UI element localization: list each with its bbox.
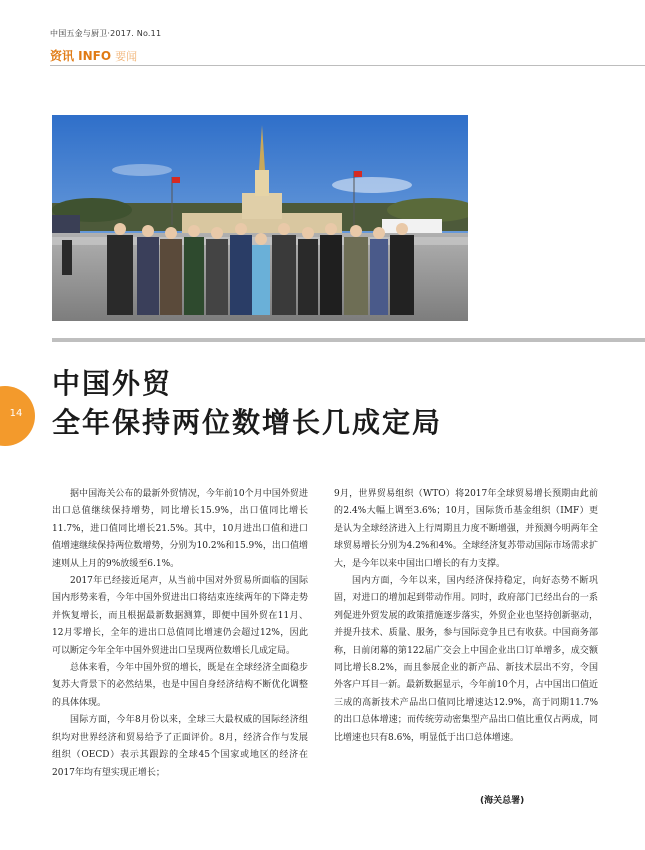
headline-line2: 全年保持两位数增长几成定局 [52, 406, 443, 439]
section-label: 资讯 INFO [50, 49, 112, 63]
paragraph: 总体来看，今年中国外贸的增长，既是在全球经济全面稳步复苏大背景下的必然结果，也是中国自身经济结构不断优化调整的具体体现。 [52, 663, 308, 708]
masthead: 中国五金与厨卫·2017. No.11 [50, 29, 162, 38]
source-credit: (海关总署) [480, 796, 525, 806]
top-rule [50, 65, 645, 66]
page-number: 14 [9, 408, 23, 419]
section-sub: 要闻 [115, 50, 138, 63]
section-header [50, 47, 137, 64]
divider-rule [52, 338, 645, 342]
headline-line1: 中国外贸 [52, 367, 173, 400]
headline [52, 365, 442, 443]
group-photo [52, 115, 468, 321]
paragraph: 国际方面，今年8月份以来，全球三大最权威的国际经济组织均对世界经济和贸易给予了正面评价。8月，经济合作与发展组织（OECD）表示其跟踪的全球45个国家或地区的经济在2017年均有望实现正增长； [52, 715, 308, 778]
paragraph: 据中国海关公布的最新外贸情况，今年前10个月中国外贸进出口总值继续保持增势，同比增长15.9%，出口值同比增长11.7%，进口值同比增长21.5%。其中，10月进出口值和进口值增速继续保持两位数增势，分别为10.2%和15.9%，出口值增速则从上月的9%放缓至6.1%。 [52, 489, 308, 569]
body-column-right [334, 486, 598, 747]
body-column-left [52, 486, 308, 782]
paragraph-continued: 9月，世界贸易组织（WTO）将2017年全球贸易增长预期由此前的2.4%大幅上调至3.6%；10月，国际货币基金组织（IMF）更是认为全球经济进入上行周期且力度不断增强，并预测今明两年全球贸易增长分别为4.2%和4%。全球经济复苏带动国际市场需求扩大，是今年以来中国出口增长的有力支撑。 [334, 489, 598, 569]
paragraph: 2017年已经接近尾声，从当前中国对外贸易所面临的国际国内形势来看，今年中国外贸进出口将结束连续两年的下降走势并恢复增长，而且根据最新数据测算，即便中国外贸在11月、12月零增长，全年的进出口总值同比增速仍会超过12%，因此可以断定今年全年中国外贸进出口呈现两位数增长几成定局。 [52, 576, 308, 656]
paragraph: 国内方面，今年以来，国内经济保持稳定，向好态势不断巩固，对进口的增加起到带动作用。同时，政府部门已经出台的一系列促进外贸发展的政策措施逐步落实，外贸企业也坚持创新驱动，并提升技术、质量、服务，参与国际竞争且已有收获。中国商务部称，日前闭幕的第122届广交会上中国企业出口订单增多，成交额同比增长8.2%，而且参展企业的新产品、新技术层出不穷，令国外客户耳目一新。最新数据显示，今年前10个月，占中国出口值近三成的高新技术产品出口值同比增速达12.9%，高于同期11.7%的出口总体增速；而传统劳动密集型产品出口值比重仅占两成，同比增速也只有8.6%，明显低于出口总体增速。 [334, 576, 598, 743]
